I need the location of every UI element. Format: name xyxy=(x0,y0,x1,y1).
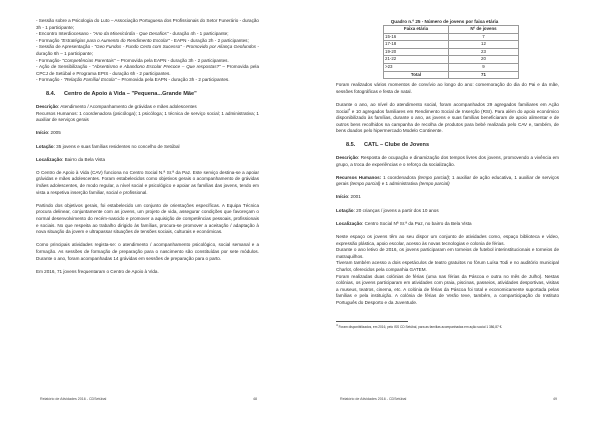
inicio-line: Início: 2005 xyxy=(36,130,61,136)
table-row: 15-16 7 xyxy=(384,33,519,41)
table-row: 19-20 23 xyxy=(384,48,519,56)
section-title: CATL – Clube de Jovens xyxy=(364,141,430,148)
paragraph: Como principais atividades regista-se: o atendimento / acompanhamento psicológico, social semanal e a formação. As sessões de formação de preparação para o nascimento são constituídas por sete módulos. Durante o ano, foram acompanhadas 14 grávidas em sessões de preparação para o parto. xyxy=(36,242,259,261)
footnote-divider xyxy=(336,321,408,322)
table-total-row: Total 71 xyxy=(384,71,519,79)
localizacao-line: Localização: Bairro da Bela Vista xyxy=(36,156,106,162)
list-item: - Sessão de Apresentação - "Geo Fundos - Fundo Certo com Sucesso" - Promovido por Aliança Geofundos - duração 6h – 1 participante; xyxy=(36,44,259,56)
lotacao-line: Lotação: 35 jovens e suas famílias residentes no concelho de Setúbal xyxy=(36,143,180,149)
localizacao-line: Localização: Centro Social Nª Sr.ª da Paz, no bairro da Bela Vista xyxy=(336,220,472,226)
list-item: - Sessão sobre a Psicologia do Luto – Associação Portuguesa dos Profissionais do Setor Funerário - duração 3h - 1 participante; xyxy=(36,18,259,30)
paragraph: Foram realizados vários momentos de convívio ao longo do ano: comemoração do dia do Pai e da mãe, sessões fotográficas e festa de natal. xyxy=(336,82,559,94)
page-footer xyxy=(340,397,557,401)
footer-title: Relatório de Atividades 2016 - CDSetúbal xyxy=(40,397,107,401)
paragraph: Durante o ano letivo de 2016, os jovens participaram em torneios de futebol interinstitucionais e torneios de matraquilhos. xyxy=(336,247,559,259)
page-footer xyxy=(40,397,257,401)
paragraph: Partindo dos objetivos gerais, foi estabelecido um conjunto de orientações específicas. A Equipa Técnica procura delinear, conjuntamente com as jovens, um projeto de vida, assegurar condições que favoreçam o normal desenvolvimento do recém-nascido e promover a aquisição de competências pessoais, profissionais e sociais. No que respeita ao trabalho dirigido às famílias, procura-se promover a aceitação / adaptação à nova situação da jovem e ultrapassar situações de tensões sociais, culturais e económicas. xyxy=(36,202,259,235)
paragraph: Em 2016, 71 jovens frequentaram o Centro de Apoio à Vida. xyxy=(36,268,159,274)
page-number: 49 xyxy=(553,397,557,401)
right-page-content xyxy=(336,19,559,329)
list-item: - Encontro Interdiocesano - "Ano da Misericórdia - Que Desafios" - duração 4h - 1 participante; xyxy=(36,31,229,37)
table-header: Faixa etária xyxy=(384,26,449,34)
right-page xyxy=(300,0,600,424)
paragraph: Foram realizadas duas colónias de férias (uma nas férias da Páscoa e outra no mês de Julho). Nestas colónias, os jovens participaram em atividades com praia, piscinas, passeios, atividades desportivas, visitas a museus, teatros, cinema, etc. A colónia de férias da Páscoa foi total e economicamente suportada pelas famílias e pela instituição. A colónia de férias de Verão teve, também, a comparticipação do Instituto Português do Desporto e da Juventude. xyxy=(336,273,559,305)
table-caption: Quadro n.º 25 - Número de jovens por faixa etária xyxy=(390,19,499,24)
list-item: - Formação "Estratégias para o Aumento do Rendimento Escolar" - EAPN - duração 2h - 2 participantes; xyxy=(36,37,249,43)
paragraph: O Centro de Apoio à Vida (CAV) funciona no Centro Social N.ª Sr.ª da Paz. Este serviço destina-se a apoiar grávidas e mães adolescentes. Foram estabelecidos como objetivos gerais o acompanhamento de grávidas /mães adolescentes, de modo regular, a nível social e psicológico e apoiar as famílias das jovens, tendo em vista a respetiva inserção familiar, social e profissional. xyxy=(36,169,259,195)
recursos-line: Recursos Humanos: 1 coordenadora (tempo parcial); 1 auxiliar de ação educativa, 1 auxiliar de serviços gerais (tempo parcial) e 1 administrativa (tempo parcial) xyxy=(336,174,560,187)
paragraph: Durante o ano, ao nível do atendimento social, foram acompanhados 29 agregados familiares em Ação Social$^4$ e 10 agregados familiares em Rendimento Social de Inserção (RSI). Para além do apoio económico disponibilizado às famílias, durante o ano, as jovens e suas famílias beneficiaram de apoio alimentar e de outros bens recolhidos na campanha de recolha de produtos para bebé realizada pelo CAV e, também, de bens doados pelo hipermercado Modelo Continente. xyxy=(336,101,559,134)
descricao-line: Descrição: Resposta de ocupação e dinamização dos tempos livres dos jovens, promovendo a vivência em grupo, a troca de experiências e o reforço da socialização. xyxy=(336,154,559,167)
lotacao-line: Lotação: 20 crianças / jovens a partir dos 10 anos xyxy=(336,207,439,213)
list-item: - Formação- "Competências Parentais" – Promovida pela EAPN - duração 3h - 2 participantes. xyxy=(36,57,229,63)
list-item: - Formação - "Relação Família/ Escola" – Promovida pela EAPN - duração 3h - 2 participantes. xyxy=(36,77,230,83)
table-row: >23 9 xyxy=(384,63,519,71)
paragraph: Tiveram também acesso a dois espetáculos de teatro gratuitos no fórum Luísa Todi e no auditório municipal Charlot, oferecidos pela companhia GATEM. xyxy=(336,260,559,272)
section-heading-8-5 xyxy=(346,141,559,149)
paragraph: Neste espaço os jovens têm ao seu dispor um conjunto de atividades como, espaço biblioteca e vídeo, expressão plástica, apoio escolar, acesso às novas tecnologias e colonia de férias. xyxy=(336,234,559,246)
left-page-content xyxy=(36,18,259,275)
descricao-line: Descrição: Atendimento / Acompanhamento de grávidas e mães adolescentes xyxy=(36,103,197,109)
section-number: 8.4. xyxy=(46,90,56,97)
section-title: Centro de Apoio à Vida – "Pequena...Grande Mãe" xyxy=(64,90,197,97)
page-number: 48 xyxy=(253,397,257,401)
recursos-line: Recursos Humanos: 1 coordenadora (psicóloga); 1 psicóloga; 1 técnica de serviço social; 1 administrativa; 1 auxiliar de serviços gerais xyxy=(36,110,259,123)
table-header: Nº de jovens xyxy=(449,26,519,34)
list-item: - Ação de Sensibilização - "Absentismo e Abandono Escolar Precoce – Que respostas?" – Promovida pela CPCJ de Setúbal e Programa EPIS - duração 6h - 2 participantes. xyxy=(36,64,259,76)
table-row: 21-22 20 xyxy=(384,56,519,64)
section-heading-8-4 xyxy=(46,90,259,98)
footer-title: Relatório de Atividades 2016 - CDSetúbal xyxy=(340,397,407,401)
table-row: 17-18 12 xyxy=(384,41,519,49)
footnote-reference[interactable]: 4 xyxy=(348,107,351,111)
section-number: 8.5. xyxy=(346,141,356,148)
footnote: $^4$ Foram disponibilizados, em 2016, pelo ISS CD Setúbal, para as famílias acompanhadas em ação social 1 386,87 €. xyxy=(336,322,503,329)
inicio-line: Início: 2001 xyxy=(336,194,361,200)
age-group-table xyxy=(383,25,519,79)
